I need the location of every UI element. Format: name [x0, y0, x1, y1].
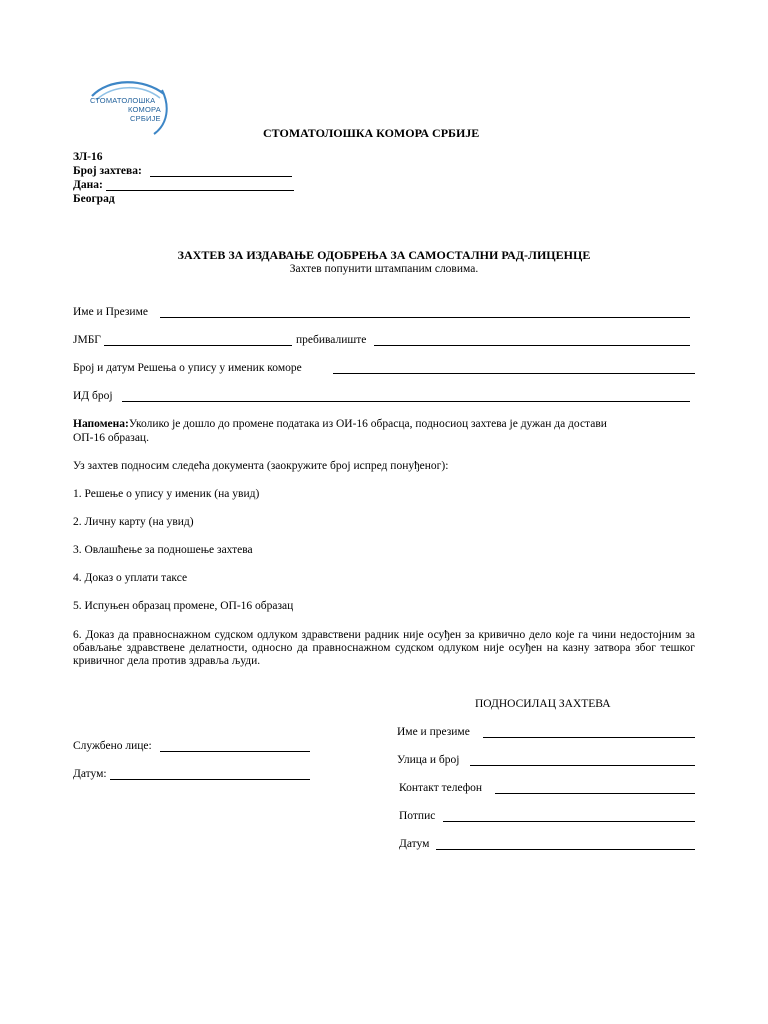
- applicant-phone-label: Контакт телефон: [399, 782, 483, 794]
- office-date-field[interactable]: [110, 768, 310, 780]
- applicant-signature-label: Потпис: [399, 810, 436, 822]
- logo-text-line1: СТОМАТОЛОШКА: [90, 96, 156, 105]
- document-item-4[interactable]: 4. Доказ о уплати таксе: [73, 572, 188, 584]
- applicant-street-field[interactable]: [470, 754, 695, 766]
- note-line2: ОП-16 образац.: [73, 432, 149, 444]
- applicant-date-label: Датум: [399, 838, 430, 850]
- org-name: СТОМАТОЛОШКА КОМОРА СРБИЈЕ: [263, 126, 480, 140]
- date-label: Дана:: [73, 179, 103, 191]
- decision-label: Број и датум Решења о упису у именик коморе: [73, 362, 302, 374]
- applicant-phone-field[interactable]: [495, 782, 695, 794]
- name-field[interactable]: [160, 306, 690, 318]
- form-code: ЗЛ-16: [73, 151, 103, 163]
- logo-text-line3: СРБИЈЕ: [130, 114, 161, 123]
- applicant-date-field[interactable]: [436, 838, 695, 850]
- request-number-field[interactable]: [150, 165, 292, 177]
- documents-intro: Уз захтев подносим следећа документа (заокружите број испред понуђеног):: [73, 460, 449, 472]
- applicant-name-field[interactable]: [483, 726, 695, 738]
- note-line1: [73, 418, 607, 430]
- document-item-5[interactable]: 5. Испуњен образац промене, ОП-16 образац: [73, 600, 294, 612]
- note-label: Напомена:: [73, 418, 129, 430]
- applicant-street-label: Улица и број: [397, 754, 460, 766]
- request-number-label: Број захтева:: [73, 165, 142, 177]
- note-text: Уколико је дошло до промене података из ОИ-16 обрасца, подносиоц захтева је дужан да достави: [128, 418, 607, 430]
- name-label: Име и Презиме: [73, 306, 148, 318]
- jmbg-field[interactable]: [104, 334, 292, 346]
- jmbg-label: ЈМБГ: [73, 334, 101, 346]
- form-title: ЗАХТЕВ ЗА ИЗДАВАЊЕ ОДОБРЕЊА ЗА САМОСТАЛНИ РАД-ЛИЦЕНЦЕ: [177, 248, 591, 262]
- chamber-logo: [84, 76, 172, 138]
- form-subtitle: Захтев попунити штампаним словима.: [289, 263, 479, 275]
- official-field[interactable]: [160, 740, 310, 752]
- document-item-6[interactable]: 6. Доказ да правноснажном судском одлуком здравствени радник није осуђен за кривично дело које га чини недостојним за обављање здравствене делатности, односно да правноснажном судском одлуком није осуђен на казну затвора због тешког кривичног дела против здравља људи.: [73, 629, 695, 667]
- document-item-2[interactable]: 2. Личну карту (на увид): [73, 516, 194, 528]
- decision-field[interactable]: [333, 362, 695, 374]
- id-field[interactable]: [122, 390, 690, 402]
- applicant-name-label: Име и презиме: [397, 726, 470, 738]
- id-label: ИД број: [73, 390, 113, 402]
- city: Београд: [73, 193, 115, 205]
- office-date-label: Датум:: [73, 768, 107, 780]
- official-label: Службено лице:: [73, 740, 152, 752]
- document-item-3[interactable]: 3. Овлашћење за подношење захтева: [73, 544, 253, 556]
- applicant-heading: ПОДНОСИЛАЦ ЗАХТЕВА: [475, 698, 611, 710]
- applicant-signature-field[interactable]: [443, 810, 695, 822]
- date-field[interactable]: [106, 179, 294, 191]
- residence-field[interactable]: [374, 334, 690, 346]
- document-item-1[interactable]: 1. Решење о упису у именик (на увид): [73, 488, 260, 500]
- logo-text-line2: КОМОРА: [128, 105, 161, 114]
- residence-label: пребивалиште: [296, 334, 367, 346]
